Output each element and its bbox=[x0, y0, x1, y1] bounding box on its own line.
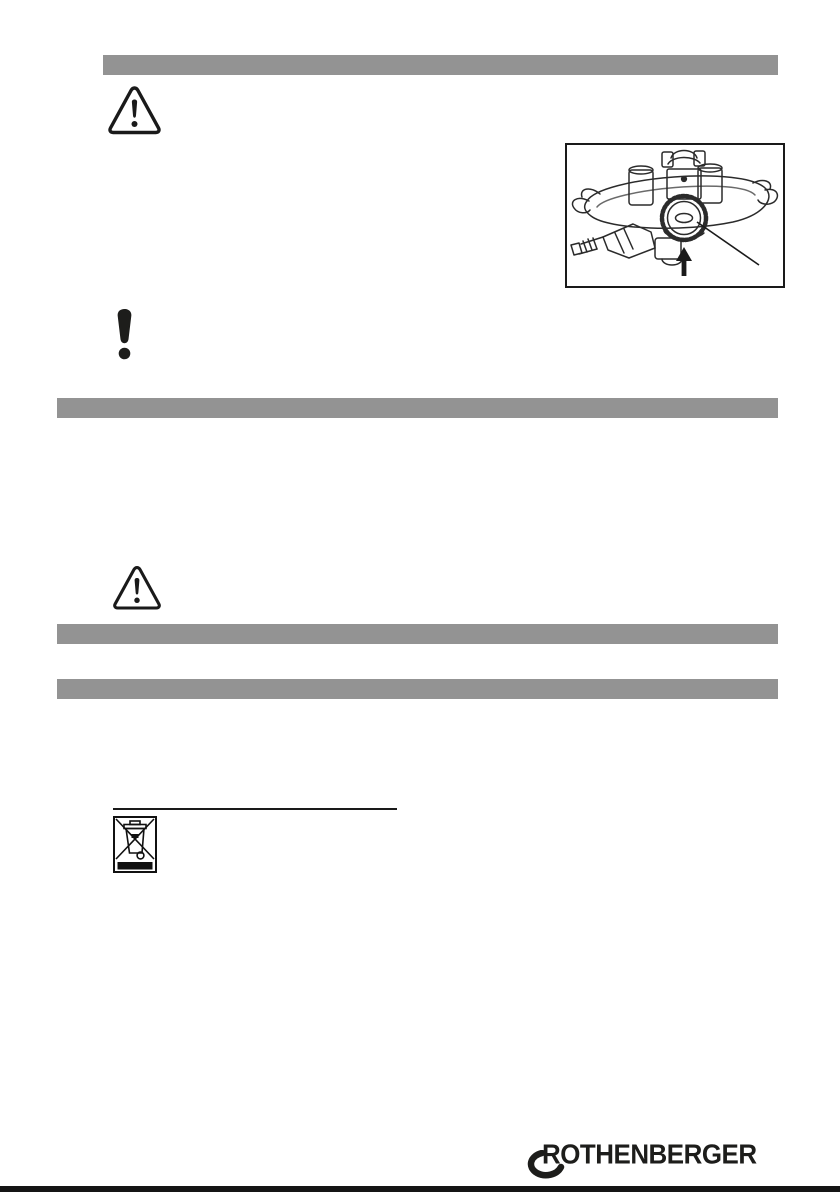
pointer-line bbox=[697, 222, 759, 265]
warning-triangle-icon bbox=[106, 83, 163, 138]
machine-figure bbox=[565, 143, 785, 288]
up-arrow-icon bbox=[676, 247, 692, 276]
section-bar-1 bbox=[103, 55, 778, 75]
machine-line-drawing-svg bbox=[567, 145, 783, 286]
page-bottom-edge bbox=[0, 1186, 840, 1192]
section-bar-4 bbox=[57, 679, 778, 699]
warning-triangle-icon bbox=[110, 563, 164, 613]
exclamation-note-icon bbox=[115, 309, 134, 360]
brand-name: ROTHENBERGER bbox=[542, 1139, 757, 1170]
section-bar-3 bbox=[57, 624, 778, 644]
weee-crossed-bin-icon bbox=[113, 816, 157, 873]
rothenberger-logo bbox=[526, 1138, 756, 1180]
section-bar-2 bbox=[57, 398, 778, 418]
horizontal-rule bbox=[113, 808, 397, 810]
